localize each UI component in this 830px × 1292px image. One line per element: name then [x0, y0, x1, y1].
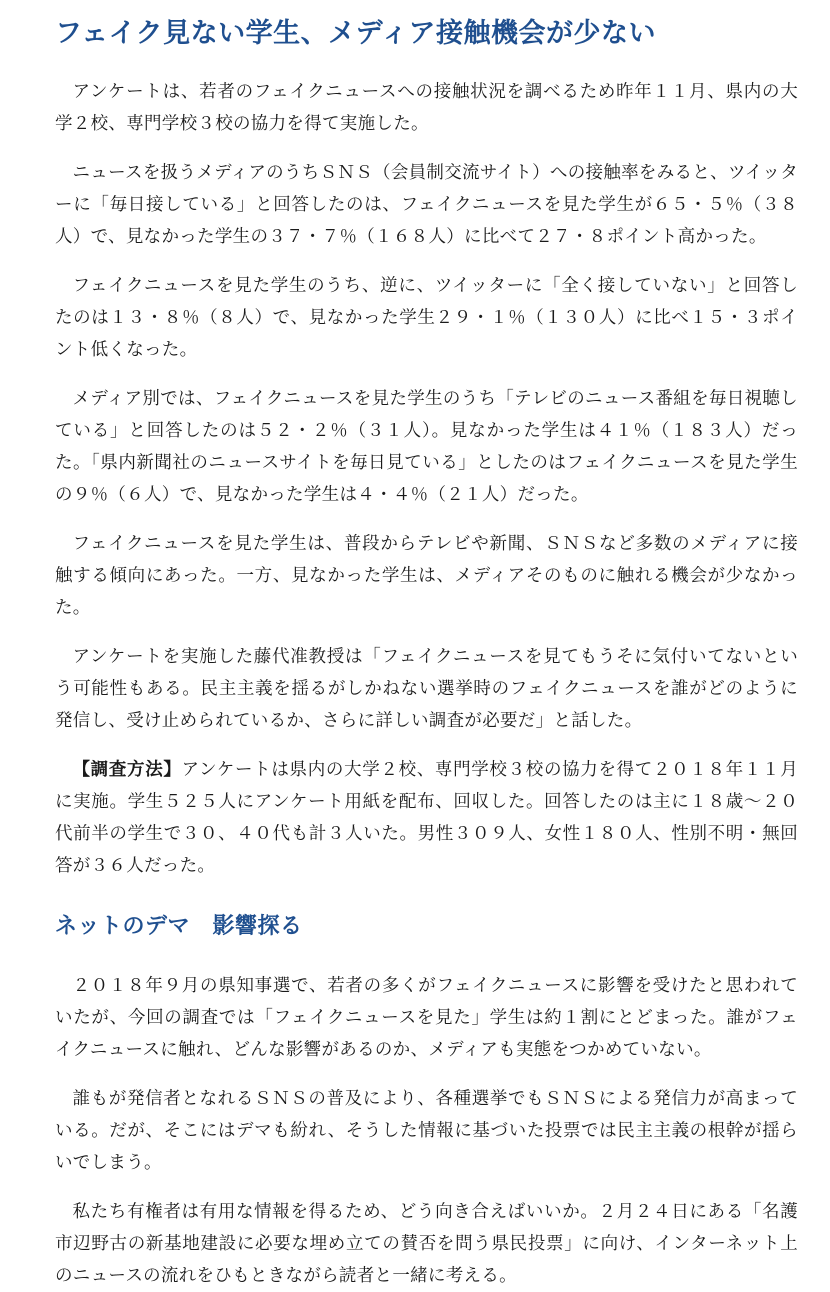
paragraph-media-tendency: フェイクニュースを見た学生は、普段からテレビや新聞、ＳＮＳなど多数のメディアに接触する傾向にあった。一方、見なかった学生は、メディアそのものに触れる機会が少なかった。	[55, 534, 798, 618]
paragraph-survey-method	[55, 754, 798, 882]
paragraph-professor-comment: アンケートを実施した藤代准教授は「フェイクニュースを見てもうそに気付いてないという可能性もある。民主主義を揺るがしかねない選挙時のフェイクニュースを誰がどのように発信し、受け止められているか、さらに詳しい調査が必要だ」と話した。	[55, 647, 798, 731]
paragraph-election-context: ２０１８年９月の県知事選で、若者の多くがフェイクニュースに影響を受けたと思われていたが、今回の調査では「フェイクニュースを見た」学生は約１割にとどまった。誰がフェイクニュースに触れ、どんな影響があるのか、メディアも実態をつかめていない。	[55, 976, 798, 1060]
paragraph-survey-intro: アンケートは、若者のフェイクニュースへの接触状況を調べるため昨年１１月、県内の大学２校、専門学校３校の協力を得て実施した。	[55, 82, 798, 134]
paragraph-twitter-never: フェイクニュースを見た学生のうち、逆に、ツイッターに「全く接していない」と回答したのは１３・８％（８人）で、見なかった学生２９・１％（１３０人）に比べ１５・３ポイント低くなった。	[55, 276, 798, 360]
article-subheading: ネットのデマ 影響探る	[55, 914, 303, 939]
paragraph-media-breakdown: メディア別では、フェイクニュースを見た学生のうち「テレビのニュース番組を毎日視聴している」と回答したのは５２・２％（３１人）。見なかった学生は４１％（１８３人）だった。「県内新聞社のニュースサイトを毎日見ている」としたのはフェイクニュースを見た学生の９％（６人）で、見なかった学生は４・４％（２１人）だった。	[55, 389, 798, 505]
article-headline: フェイク見ない学生、メディア接触機会が少ない	[55, 18, 656, 49]
paragraph-twitter-daily: ニュースを扱うメディアのうちＳＮＳ（会員制交流サイト）への接触率をみると、ツイッターに「毎日接している」と回答したのは、フェイクニュースを見た学生が６５・５％（３８人）で、見なかった学生の３７・７％（１６８人）に比べて２７・８ポイント高かった。	[55, 163, 798, 247]
survey-method-text: アンケートは県内の大学２校、専門学校３校の協力を得て２０１８年１１月に実施。学生５２５人にアンケート用紙を配布、回収した。回答したのは主に１８歳～２０代前半の学生で３０、４０代も計３人いた。男性３０９人、女性１８０人、性別不明・無回答が３６人だった。	[55, 760, 798, 876]
paragraph-sns-influence: 誰もが発信者となれるＳＮＳの普及により、各種選挙でもＳＮＳによる発信力が高まっている。だが、そこにはデマも紛れ、そうした情報に基づいた投票では民主主義の根幹が揺らいでしまう。	[55, 1089, 798, 1173]
paragraph-referendum: 私たち有権者は有用な情報を得るため、どう向き合えばいいか。２月２４日にある「名護市辺野古の新基地建設に必要な埋め立ての賛否を問う県民投票」に向け、インターネット上のニュースの流れをひもときながら読者と一緒に考える。	[55, 1202, 798, 1286]
survey-method-label: 【調査方法】	[72, 760, 182, 780]
